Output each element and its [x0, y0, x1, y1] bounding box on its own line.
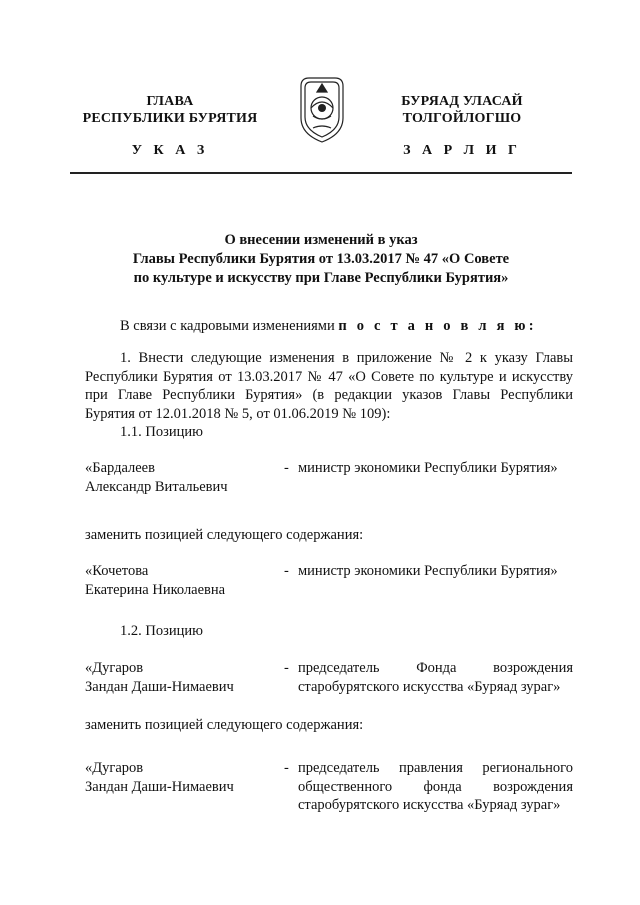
position-dash: -: [284, 760, 289, 776]
name-line2: Александр Витальевич: [85, 478, 228, 495]
preamble-text: В связи с кадровыми изменениями: [120, 318, 335, 334]
header-left-line1: ГЛАВА: [146, 94, 194, 109]
title-line3: по культуре и искусству при Главе Республики Бурятия»: [133, 270, 509, 286]
position-old-1-name: [85, 459, 275, 496]
name-line2: Екатерина Николаевна: [85, 581, 226, 598]
name-line2: Зандан Даши-Нимаевич: [85, 678, 234, 695]
document-title: [70, 231, 572, 288]
item-1-text: 1. Внести следующие изменения в приложение № 2 к указу Главы Республики Бурятия от 13.03.2017 № 47 «О Совете по культуре и искусству при Главе Республики Бурятия» (в редакции указов Главы Республики Бурятия от 12.01.2018 № 5, от 01.06.2019 № 109):: [85, 350, 573, 422]
name-line1: «Дугаров: [85, 660, 144, 676]
position-old-2-role: председатель Фонда возрождения старобурятского искусства «Буряад зураг»: [298, 660, 573, 695]
replace-text-2: заменить позицией следующего содержания:: [85, 717, 364, 733]
replace-text-1: заменить позицией следующего содержания:: [85, 527, 364, 543]
position-new-2-role: председатель правления регионального общественного фонда возрождения старобурятского искусства «Буряад зураг»: [298, 760, 573, 813]
sub-1-label: 1.1. Позицию: [120, 424, 203, 440]
position-dash: -: [284, 460, 289, 476]
name-line2: Зандан Даши-Нимаевич: [85, 778, 234, 795]
header-divider: [70, 172, 572, 174]
position-dash: -: [284, 563, 289, 579]
header-right-line1: БУРЯАД УЛАСАЙ: [401, 94, 523, 109]
position-old-2-name: [85, 659, 275, 696]
preamble-emphasis: п о с т а н о в л я ю:: [338, 318, 537, 334]
position-dash: -: [284, 660, 289, 676]
header-right-line2: ТОЛГОЙЛОГШО: [402, 111, 522, 126]
position-new-1-role: министр экономики Республики Бурятия»: [298, 563, 558, 579]
position-new-2-name: [85, 759, 275, 796]
title-line1: О внесении изменений в указ: [224, 232, 418, 248]
preamble: [120, 317, 580, 336]
position-new-1-name: [85, 562, 275, 599]
sub-2-label: 1.2. Позицию: [120, 623, 203, 639]
position-old-1-role: министр экономики Республики Бурятия»: [298, 460, 558, 476]
name-line1: «Бардалеев: [85, 460, 155, 476]
header-left-line2: РЕСПУБЛИКИ БУРЯТИЯ: [82, 111, 258, 126]
header-left-doc-type: У К А З: [131, 143, 209, 158]
name-line1: «Дугаров: [85, 760, 144, 776]
title-line2: Главы Республики Бурятия от 13.03.2017 № 47 «О Совете: [132, 251, 510, 267]
header-right-doc-type: З А Р Л И Г: [403, 143, 521, 158]
name-line1: «Кочетова: [85, 563, 149, 579]
coat-of-arms-icon: [293, 72, 351, 146]
